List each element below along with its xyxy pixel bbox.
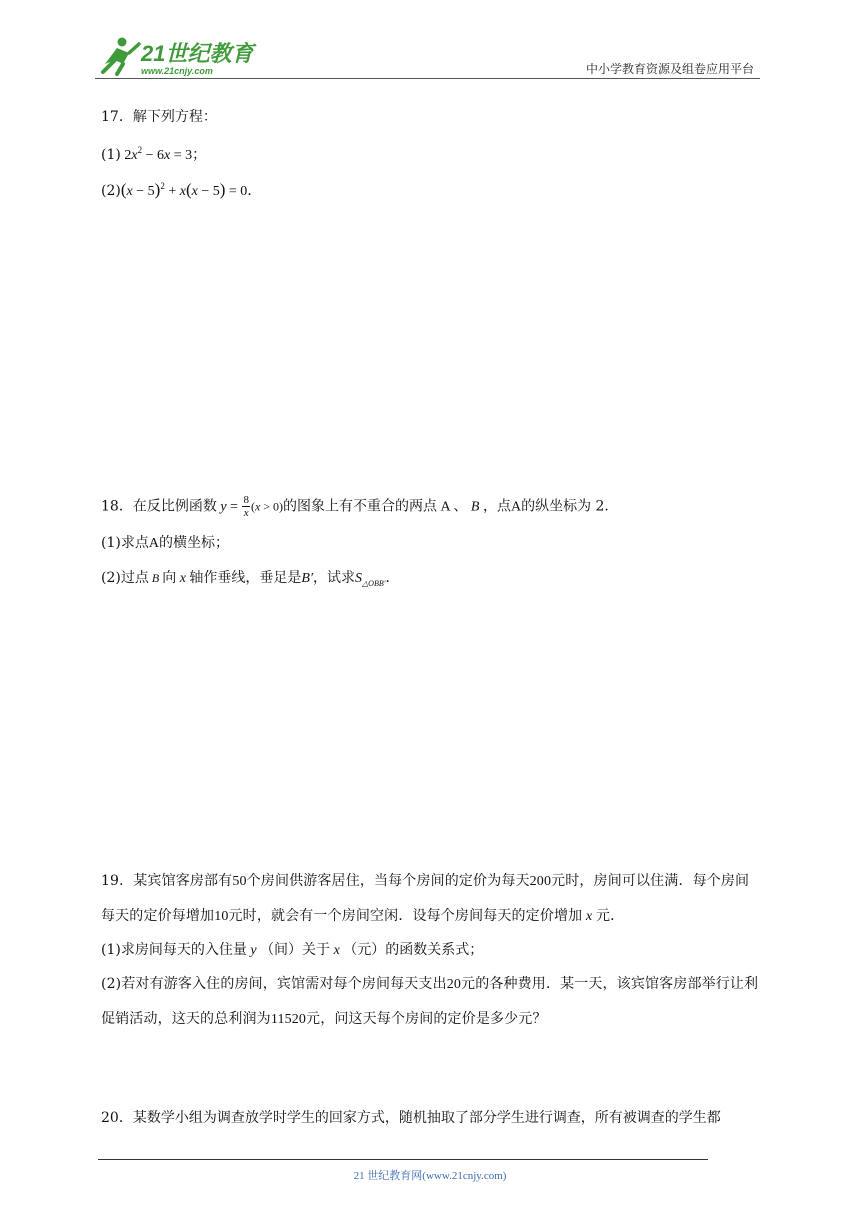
site-name: 中小学教育资源及组卷应用平台 bbox=[585, 62, 754, 76]
svg-text:21世纪教育: 21世纪教育 bbox=[141, 41, 254, 66]
q19-stem: 19．某宾馆客房部有50个房间供游客居住，当每个房间的定价为每天200元时，房间可以住满．每个房间每天的定价每增加10元时，就会有一个房间空闲．设每个房间每天的定价增加 x 元． bbox=[101, 873, 750, 924]
q18-part1: (1)求点A的横坐标； bbox=[101, 535, 229, 551]
q17-part1: (1) $2x^2 - 6x = 3$； bbox=[101, 145, 207, 163]
footer-divider bbox=[98, 1159, 708, 1160]
header-divider bbox=[95, 78, 760, 79]
q20-stem: 20．某数学小组为调查放学时学生的回家方式，随机抽取了部分学生进行调查，所有被调查的学生都 bbox=[101, 1110, 721, 1126]
q19-part2: (2)若对有游客入住的房间，宾馆需对每个房间每天支出20元的各种费用．某一天，该宾馆客房部举行让利促销活动，这天的总利润为11520元，问这天每个房间的定价是多少元？ bbox=[101, 976, 759, 1027]
q19-part1: (1)求房间每天的入住量 y （间）关于 x （元）的函数关系式； bbox=[101, 942, 484, 958]
q17-part2: $(2)(x - 5)^2 + x(x - 5) = 0$． bbox=[101, 180, 262, 199]
q17-title: 17．解下列方程： bbox=[101, 109, 217, 125]
svg-text:www.21cnjy.com: www.21cnjy.com bbox=[141, 66, 213, 76]
q18-stem: 18．在反比例函数 y = $\frac{8}{x}$ (x > 0)的图象上有不重合的两点 A 、 B ，点A的纵坐标为 2． bbox=[101, 494, 619, 519]
page-header bbox=[95, 30, 760, 80]
footer-link[interactable]: 21 世纪教育网(www.21cnjy.com) bbox=[353, 1170, 507, 1182]
q18-part2: (2)过点 B 向 x 轴作垂线，垂足是B′，试求$S_{\triangle OBB'}$． bbox=[101, 570, 400, 588]
logo-21cnjy bbox=[95, 34, 265, 78]
